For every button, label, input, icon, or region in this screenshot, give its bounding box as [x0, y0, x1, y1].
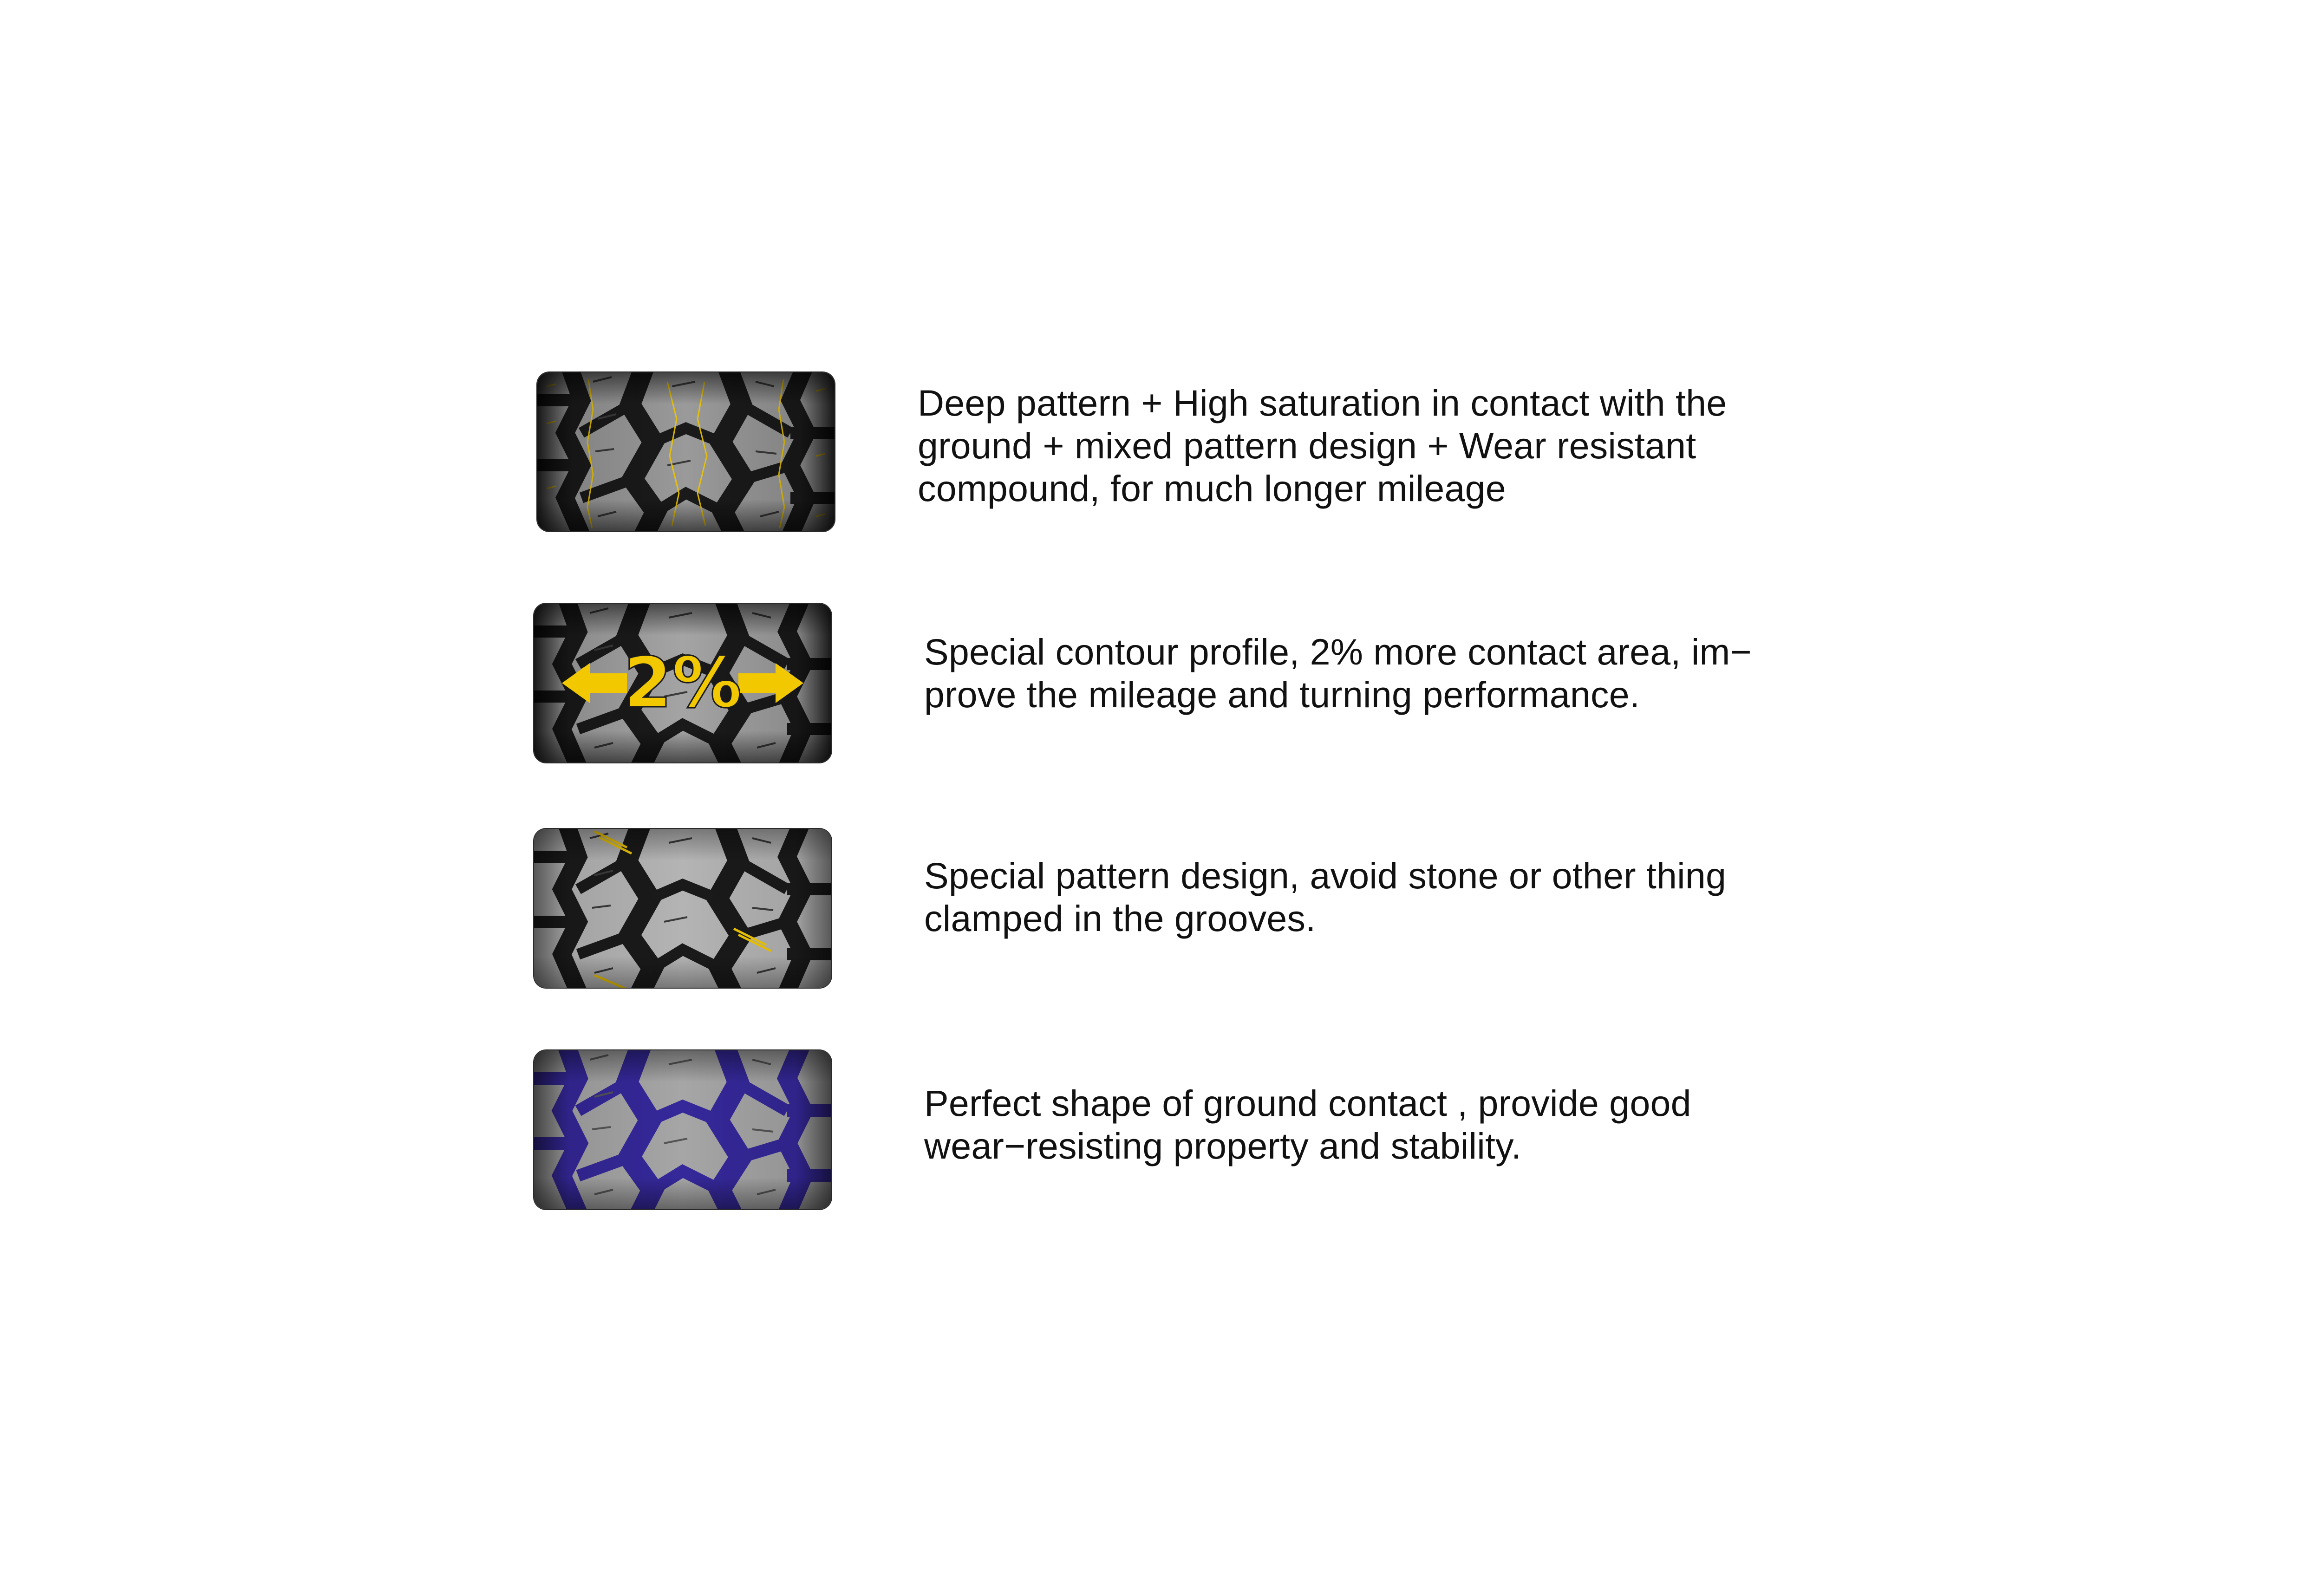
description-line: Special pattern design, avoid stone or other thing — [924, 855, 1727, 896]
description-line: Perfect shape of ground contact , provide good — [924, 1082, 1691, 1124]
description-line: Deep pattern + High saturation in contact with the — [918, 382, 1727, 423]
feature-description — [924, 854, 1726, 940]
description-line: compound, for much longer mileage — [918, 468, 1506, 509]
description-line: wear−resisting property and stability. — [924, 1125, 1522, 1166]
description-line: Special contour profile, 2% more contact area, im− — [924, 631, 1752, 672]
description-line: prove the mileage and turning performance. — [924, 674, 1640, 715]
tread-groove-icon — [534, 829, 831, 988]
feature-description — [924, 1082, 1691, 1167]
tread-contact-area-icon — [534, 604, 831, 762]
percent-badge: 2% — [623, 643, 742, 723]
tread-footprint-icon — [534, 1050, 831, 1209]
description-line: ground + mixed pattern design + Wear resistant — [918, 425, 1696, 466]
description-line: clamped in the grooves. — [924, 898, 1316, 939]
feature-description — [924, 631, 1752, 716]
feature-description — [918, 382, 1727, 510]
tread-mileage-icon — [537, 372, 835, 531]
